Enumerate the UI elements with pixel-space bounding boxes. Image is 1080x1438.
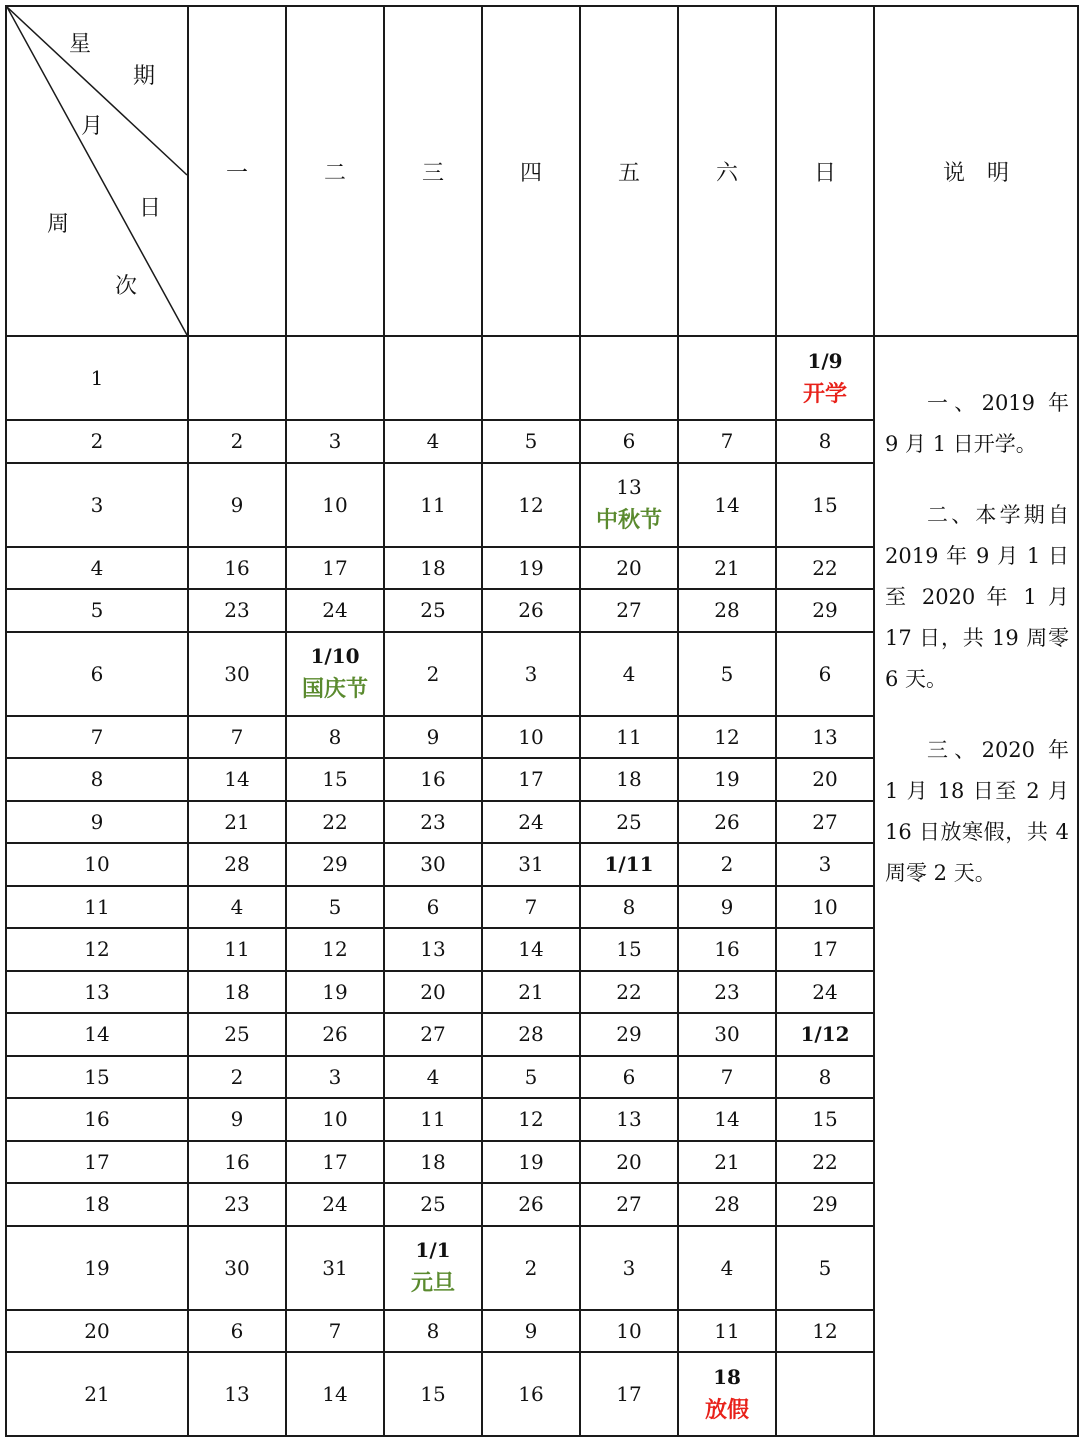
date-cell: 31 (482, 843, 580, 886)
date-cell: 17 (286, 1141, 384, 1184)
weekday-header-fri: 五 (580, 6, 678, 336)
date-cell: 16 (188, 1141, 286, 1184)
date-cell: 25 (384, 589, 482, 632)
week-number-cell: 1 (6, 336, 188, 420)
date-cell: 7 (482, 886, 580, 929)
date-cell (776, 336, 874, 420)
date-cell: 2 (384, 632, 482, 716)
date-cell: 19 (482, 547, 580, 590)
date-cell: 4 (580, 632, 678, 716)
corner-month-label: 月 (81, 114, 104, 139)
calendar-body (6, 336, 1078, 1436)
date-cell: 5 (482, 420, 580, 463)
date-cell: 30 (384, 843, 482, 886)
date-cell: 23 (384, 801, 482, 844)
header-row (6, 6, 1078, 336)
week-number-cell: 18 (6, 1183, 188, 1226)
weekday-header-thu: 四 (482, 6, 580, 336)
date-cell (286, 632, 384, 716)
corner-week-label: 周 (47, 212, 70, 237)
date-cell: 7 (286, 1310, 384, 1353)
date-cell: 31 (286, 1226, 384, 1310)
date-cell: 6 (384, 886, 482, 929)
date-number: 1/1 (415, 1238, 451, 1262)
weekday-header-wed: 三 (384, 6, 482, 336)
date-cell: 2 (482, 1226, 580, 1310)
date-cell: 5 (286, 886, 384, 929)
date-cell: 11 (580, 716, 678, 759)
date-cell: 7 (678, 1056, 776, 1099)
date-cell: 10 (482, 716, 580, 759)
date-cell: 27 (580, 589, 678, 632)
holiday-note: 放假 (704, 1397, 749, 1423)
date-cell: 29 (776, 1183, 874, 1226)
date-number: 1/11 (604, 852, 654, 877)
holiday-note: 开学 (802, 381, 847, 407)
date-cell: 14 (482, 928, 580, 971)
date-cell: 30 (678, 1013, 776, 1056)
date-cell: 14 (678, 1098, 776, 1141)
date-cell: 25 (188, 1013, 286, 1056)
date-cell: 13 (580, 1098, 678, 1141)
date-cell: 10 (286, 1098, 384, 1141)
date-cell (580, 463, 678, 547)
weekday-header-sat: 六 (678, 6, 776, 336)
date-cell: 20 (580, 1141, 678, 1184)
date-cell: 20 (776, 758, 874, 801)
weekday-header-tue: 二 (286, 6, 384, 336)
week-number-cell: 6 (6, 632, 188, 716)
date-cell: 12 (286, 928, 384, 971)
week-number-cell: 17 (6, 1141, 188, 1184)
date-cell: 2 (188, 420, 286, 463)
date-cell: 7 (678, 420, 776, 463)
corner-weekday-label-2: 期 (133, 64, 156, 89)
week-number-cell: 13 (6, 971, 188, 1014)
date-cell: 21 (678, 1141, 776, 1184)
date-number: 1/12 (800, 1022, 850, 1047)
date-cell (678, 1352, 776, 1436)
date-number: 1/10 (310, 644, 360, 668)
date-cell: 28 (678, 589, 776, 632)
date-cell: 28 (482, 1013, 580, 1056)
date-cell: 4 (188, 886, 286, 929)
date-cell: 3 (286, 420, 384, 463)
week-number-cell: 4 (6, 547, 188, 590)
date-cell: 9 (384, 716, 482, 759)
date-cell (776, 1013, 874, 1056)
date-cell: 14 (188, 758, 286, 801)
date-cell: 11 (384, 463, 482, 547)
date-cell: 9 (188, 463, 286, 547)
date-cell: 3 (482, 632, 580, 716)
date-cell: 3 (776, 843, 874, 886)
date-cell: 18 (580, 758, 678, 801)
corner-weekday-label: 星 (69, 32, 92, 57)
date-cell: 2 (678, 843, 776, 886)
date-cell: 16 (384, 758, 482, 801)
date-cell: 12 (776, 1310, 874, 1353)
date-cell: 21 (188, 801, 286, 844)
date-cell: 15 (776, 463, 874, 547)
date-cell: 23 (678, 971, 776, 1014)
date-cell: 10 (286, 463, 384, 547)
date-cell (188, 336, 286, 420)
date-cell: 13 (776, 716, 874, 759)
holiday-note: 中秋节 (595, 508, 662, 533)
week-number-cell: 15 (6, 1056, 188, 1099)
date-cell (286, 336, 384, 420)
date-cell: 26 (678, 801, 776, 844)
week-number-cell: 14 (6, 1013, 188, 1056)
date-cell: 6 (580, 1056, 678, 1099)
weekday-header-mon: 一 (188, 6, 286, 336)
date-cell: 8 (776, 1056, 874, 1099)
date-cell: 30 (188, 1226, 286, 1310)
week-number-cell: 21 (6, 1352, 188, 1436)
corner-header (6, 6, 188, 336)
remarks-cell (874, 336, 1078, 1436)
date-cell: 7 (188, 716, 286, 759)
date-cell: 15 (776, 1098, 874, 1141)
date-cell (384, 336, 482, 420)
date-cell: 3 (286, 1056, 384, 1099)
date-cell: 18 (384, 547, 482, 590)
date-cell: 18 (384, 1141, 482, 1184)
table-row (6, 336, 1078, 420)
date-cell: 20 (384, 971, 482, 1014)
date-cell: 8 (286, 716, 384, 759)
week-number-cell: 7 (6, 716, 188, 759)
date-cell: 5 (776, 1226, 874, 1310)
date-cell: 17 (580, 1352, 678, 1436)
remark-paragraph: 一、2019 年 9 月 1 日开学。 (885, 391, 1069, 456)
week-number-cell: 3 (6, 463, 188, 547)
date-cell: 12 (678, 716, 776, 759)
diagonal-lines (7, 7, 189, 335)
date-cell: 30 (188, 632, 286, 716)
week-number-cell: 20 (6, 1310, 188, 1353)
date-cell: 21 (678, 547, 776, 590)
date-cell: 24 (482, 801, 580, 844)
weekday-header-sun: 日 (776, 6, 874, 336)
remark-paragraph: 二、本学期自 2019 年 9 月 1 日至 2020 年 1 月 17 日，共 19 周零 6 天。 (885, 503, 1069, 691)
date-cell: 21 (482, 971, 580, 1014)
date-cell: 11 (678, 1310, 776, 1353)
date-cell: 28 (188, 843, 286, 886)
date-cell (580, 843, 678, 886)
date-cell: 29 (776, 589, 874, 632)
date-cell: 6 (188, 1310, 286, 1353)
date-cell: 8 (776, 420, 874, 463)
date-cell: 27 (384, 1013, 482, 1056)
date-cell (580, 336, 678, 420)
remarks-header: 说 明 (874, 6, 1078, 336)
week-number-cell: 2 (6, 420, 188, 463)
date-cell: 10 (776, 886, 874, 929)
date-cell: 17 (776, 928, 874, 971)
date-cell: 26 (482, 1183, 580, 1226)
date-number: 1/9 (807, 348, 843, 373)
date-cell: 28 (678, 1183, 776, 1226)
week-number-cell: 5 (6, 589, 188, 632)
date-cell: 4 (384, 1056, 482, 1099)
date-cell: 17 (482, 758, 580, 801)
week-number-cell: 8 (6, 758, 188, 801)
date-cell: 11 (188, 928, 286, 971)
date-cell: 19 (482, 1141, 580, 1184)
date-cell: 27 (776, 801, 874, 844)
date-cell: 13 (384, 928, 482, 971)
school-calendar-table (5, 5, 1079, 1437)
date-cell: 25 (580, 801, 678, 844)
holiday-note: 元旦 (410, 1271, 455, 1296)
holiday-note: 国庆节 (301, 677, 368, 702)
remark-paragraph: 三、2020 年 1 月 18 日至 2 月 16 日放寒假，共 4 周零 2 天。 (885, 738, 1069, 885)
date-cell: 4 (678, 1226, 776, 1310)
date-cell: 15 (580, 928, 678, 971)
date-cell: 16 (482, 1352, 580, 1436)
date-cell: 3 (580, 1226, 678, 1310)
date-cell: 24 (776, 971, 874, 1014)
date-cell: 11 (384, 1098, 482, 1141)
date-cell: 4 (384, 420, 482, 463)
date-cell: 9 (678, 886, 776, 929)
date-cell: 13 (188, 1352, 286, 1436)
date-cell: 16 (188, 547, 286, 590)
date-cell: 8 (580, 886, 678, 929)
date-cell: 27 (580, 1183, 678, 1226)
week-number-cell: 19 (6, 1226, 188, 1310)
week-number-cell: 12 (6, 928, 188, 971)
date-cell: 23 (188, 589, 286, 632)
date-cell: 10 (580, 1310, 678, 1353)
date-cell: 19 (286, 971, 384, 1014)
date-cell: 6 (776, 632, 874, 716)
date-cell: 19 (678, 758, 776, 801)
date-cell: 20 (580, 547, 678, 590)
date-cell (482, 336, 580, 420)
week-number-cell: 11 (6, 886, 188, 929)
date-cell: 24 (286, 1183, 384, 1226)
date-cell: 16 (678, 928, 776, 971)
date-cell: 6 (580, 420, 678, 463)
corner-week-label-2: 次 (115, 274, 138, 299)
date-cell: 15 (384, 1352, 482, 1436)
date-cell: 26 (482, 589, 580, 632)
date-cell: 26 (286, 1013, 384, 1056)
date-cell: 12 (482, 1098, 580, 1141)
date-cell: 12 (482, 463, 580, 547)
date-cell: 29 (580, 1013, 678, 1056)
date-cell: 22 (286, 801, 384, 844)
date-cell: 14 (286, 1352, 384, 1436)
date-cell (678, 336, 776, 420)
date-cell (384, 1226, 482, 1310)
week-number-cell: 16 (6, 1098, 188, 1141)
date-cell: 23 (188, 1183, 286, 1226)
date-cell: 14 (678, 463, 776, 547)
date-cell (776, 1352, 874, 1436)
date-cell: 25 (384, 1183, 482, 1226)
date-number: 18 (713, 1364, 741, 1389)
date-cell: 5 (678, 632, 776, 716)
date-cell: 17 (286, 547, 384, 590)
date-cell: 8 (384, 1310, 482, 1353)
date-cell: 22 (580, 971, 678, 1014)
date-cell: 29 (286, 843, 384, 886)
date-cell: 15 (286, 758, 384, 801)
date-cell: 9 (188, 1098, 286, 1141)
date-cell: 9 (482, 1310, 580, 1353)
date-cell: 22 (776, 547, 874, 590)
date-cell: 22 (776, 1141, 874, 1184)
date-cell: 24 (286, 589, 384, 632)
date-number: 13 (616, 475, 642, 499)
week-number-cell: 9 (6, 801, 188, 844)
date-cell: 18 (188, 971, 286, 1014)
week-number-cell: 10 (6, 843, 188, 886)
corner-day-label: 日 (139, 196, 162, 221)
date-cell: 2 (188, 1056, 286, 1099)
date-cell: 5 (482, 1056, 580, 1099)
